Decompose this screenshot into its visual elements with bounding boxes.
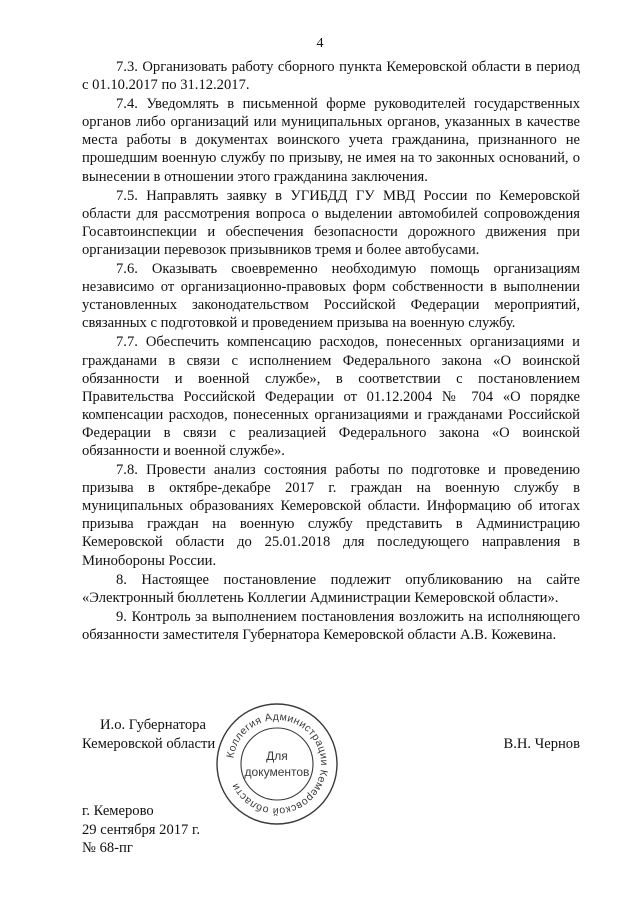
footer-date: 29 сентября 2017 г. [82,821,200,838]
stamp-center-line1: Для [266,749,288,763]
paragraph-8: 8. Настоящее постановление подлежит опубликованию на сайте «Электронный бюллетень Коллегии Администрации Кемеровской области». [82,571,580,606]
paragraph-7-3: 7.3. Организовать работу сборного пункта Кемеровской области в период с 01.10.2017 по 31.12.2017. [82,59,580,94]
footer-number: № 68-пг [82,840,133,856]
paragraph-9: 9. Контроль за выполнением постановления возложить на исполняющего обязанности заместителя Губернатора Кемеровской области А.В. Кожевина. [82,608,580,643]
document-body [82,58,580,645]
paragraph-7-5: 7.5. Направлять заявку в УГИБДД ГУ МВД России по Кемеровской области для рассмотрения вопроса о выделении автомобилей сопровождения Госавтоинспекции и обеспечения безопасности дорожного движения при организации перевозок призывников тремя и более автобусами. [82,187,580,258]
paragraph-7-4: 7.4. Уведомлять в письменной форме руководителей государственных органов либо организаций или муниципальных органов, указанных в качестве места работы в документах воинского учета гражданина, признанного не прошедшим военную службу по призыву, не имея на то законных оснований, о вынесении в отношении этого гражданина заключения. [82,96,580,185]
signatory-name: В.Н. Чернов [503,736,580,752]
signature-row [82,735,580,754]
stamp-ring-text: Коллегия Администрации Кемеровской области [224,710,331,818]
document-footer [82,802,200,858]
page-number: 4 [316,36,324,51]
paragraph-7-7: 7.7. Обеспечить компенсацию расходов, понесенных организациями и гражданами в связи с исполнением Федерального закона «О воинской обязанности и военной службе», в соответствии с постановлением Правительства Российской Федерации от 01.12.2004 № 704 «О порядке компенсации расходов, понесенных организациями и гражданами Российской Федерации в связи с реализацией Федерального закона «О воинской обязанности и военной службе». [82,334,580,459]
signature-block [82,716,580,754]
paragraph-7-8: 7.8. Провести анализ состояния работы по подготовке и проведению призыва в октябре-декабре 2017 г. граждан на военную службу в муниципальных образованиях Кемеровской области. Информацию об итогах призыва граждан на военную службу представить в Администрацию Кемеровской области до 25.01.2018 для последующего направления в Минобороны России. [82,462,580,569]
paragraph-7-6: 7.6. Оказывать своевременно необходимую помощь организациям независимо от организационно-правовых форм собственности в выполнении установленных законодательством Российской Федерации мероприятий, связанных с подготовкой и проведением призыва на военную службу. [82,261,580,332]
signatory-title: И.о. Губернатора [100,717,206,733]
stamp-center-line2: документов [244,765,310,779]
signatory-region: Кемеровской области [82,736,216,752]
footer-city: г. Кемерово [82,803,154,819]
